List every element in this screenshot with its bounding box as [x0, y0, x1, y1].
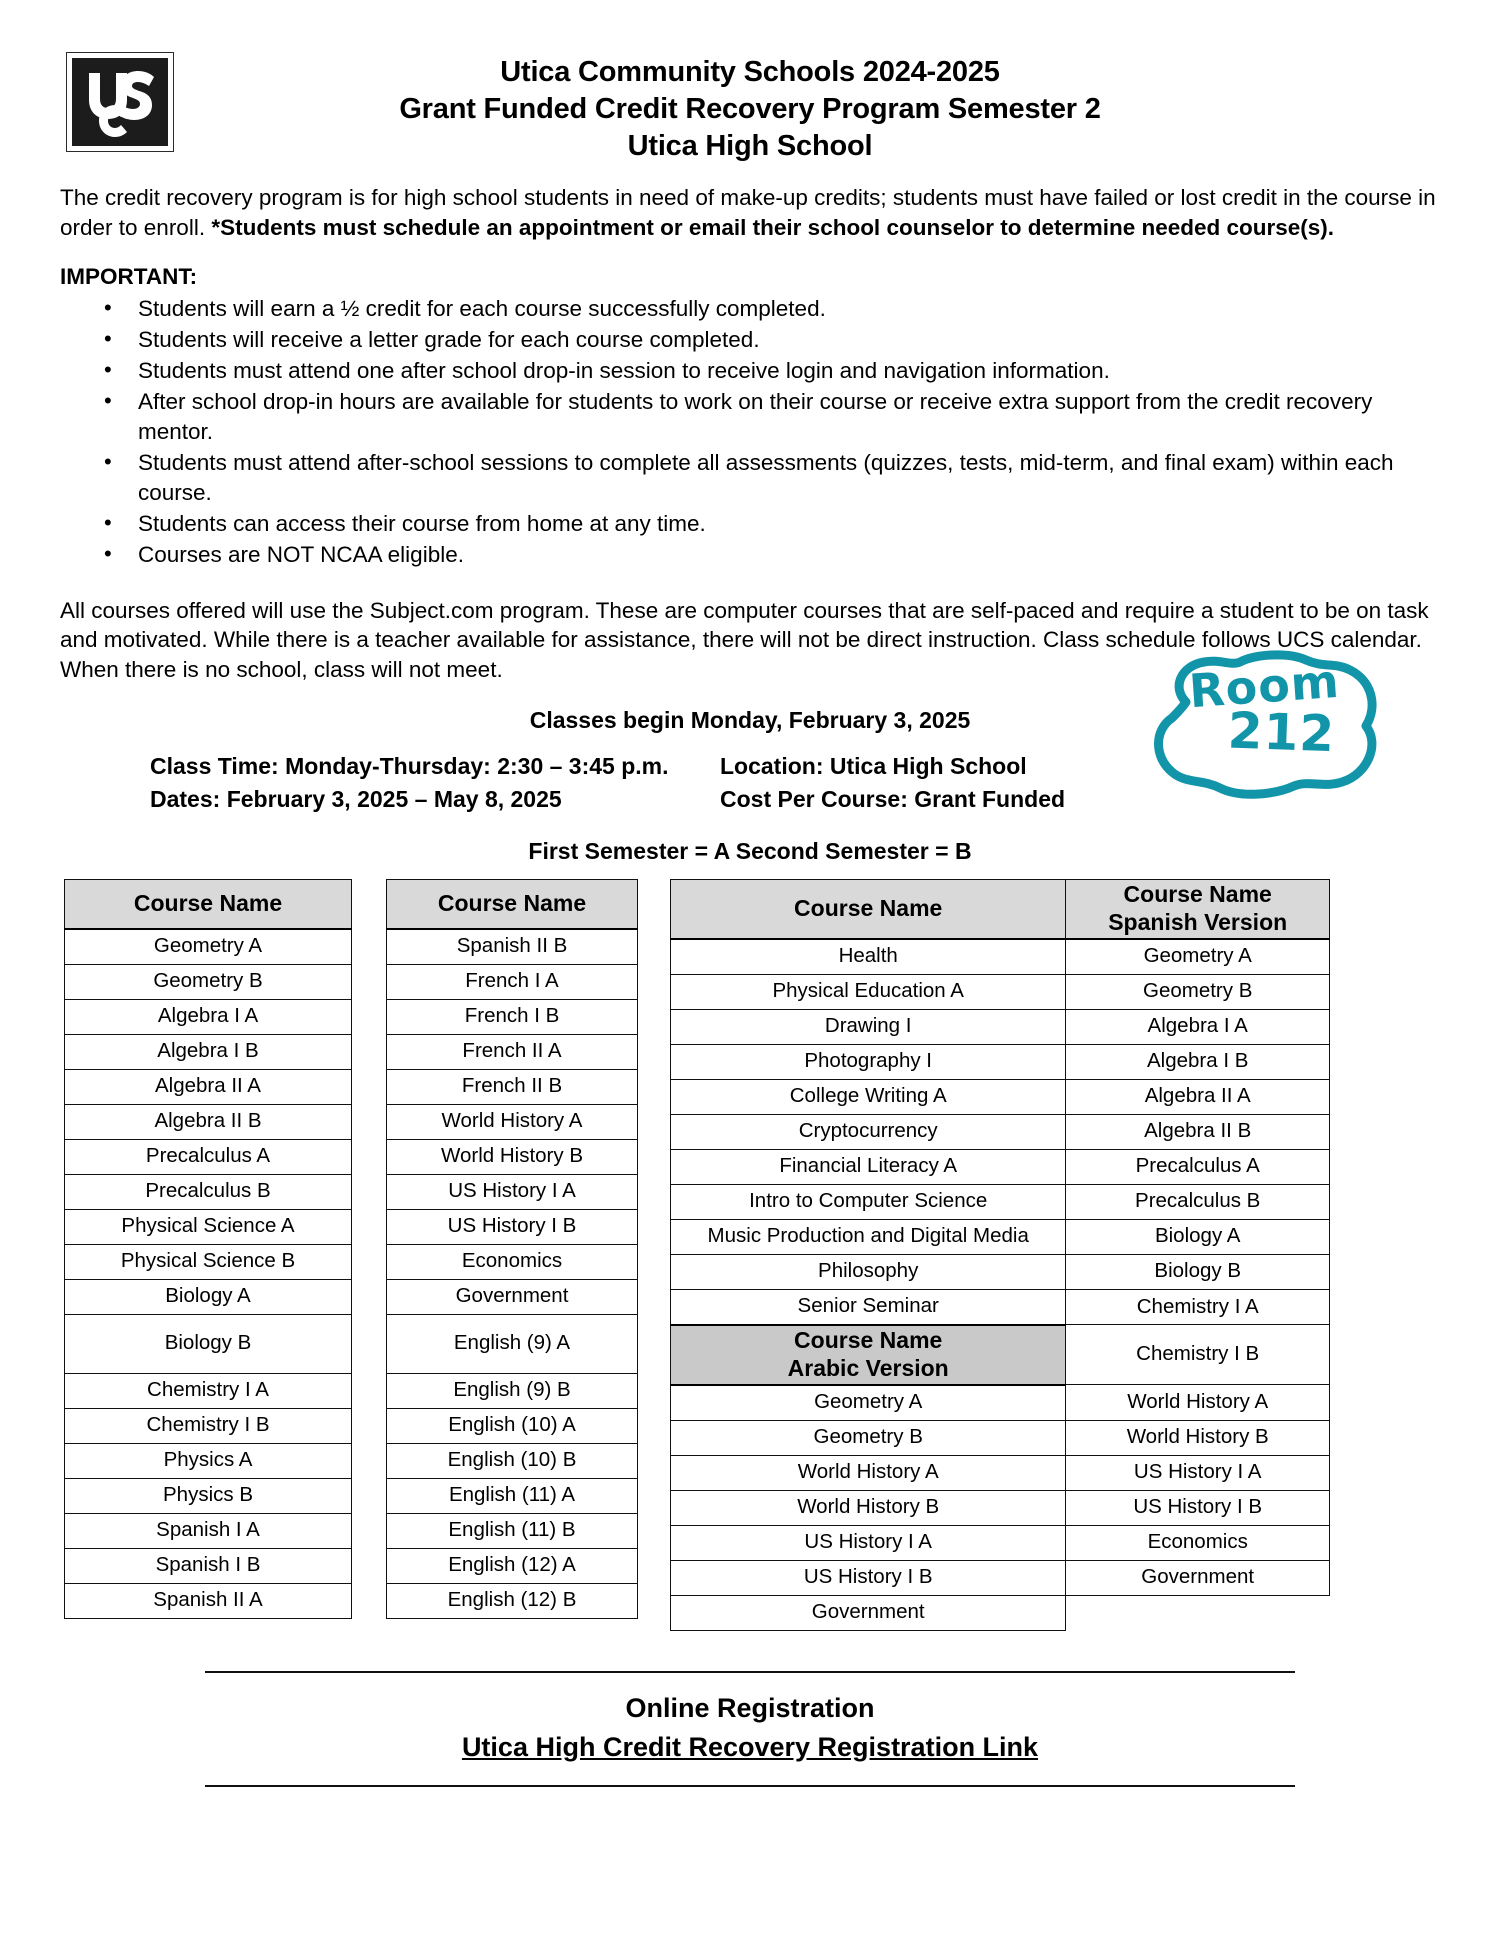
table-row	[671, 1595, 1330, 1630]
table-row	[387, 1408, 638, 1443]
title-block	[60, 40, 1440, 165]
table-row	[387, 1139, 638, 1174]
list-item: • Students must attend after-school sessions to complete all assessments (quizzes, tests, mid-term, and final exam) within each course.	[138, 448, 1440, 508]
table-row	[671, 1079, 1330, 1114]
course-cell: French II A	[387, 1034, 638, 1069]
empty-cell	[1066, 1595, 1330, 1630]
table-row	[387, 1443, 638, 1478]
table-row	[671, 1289, 1330, 1325]
table-row	[65, 1104, 352, 1139]
title-line-3: Utica High School	[627, 130, 873, 163]
course-cell: English (9) B	[387, 1373, 638, 1408]
course-cell: English (10) B	[387, 1443, 638, 1478]
list-item: • Students must attend one after school drop-in session to receive login and navigation information.	[138, 356, 1440, 386]
course-cell-spanish: Geometry B	[1066, 974, 1330, 1009]
course-cell: Physics A	[65, 1443, 352, 1478]
table-row	[65, 1373, 352, 1408]
subheader-line-2: Arabic Version	[787, 1354, 949, 1381]
table-row	[387, 1104, 638, 1139]
course-cell-spanish: Geometry A	[1066, 939, 1330, 975]
course-cell-spanish: Biology B	[1066, 1254, 1330, 1289]
course-cell-spanish: Chemistry I B	[1066, 1325, 1330, 1385]
table-row	[671, 1420, 1330, 1455]
course-cell: Physics B	[65, 1478, 352, 1513]
subheader-line-1: Course Name	[794, 1327, 943, 1354]
registration-footer	[60, 1671, 1440, 1787]
course-cell: English (12) A	[387, 1548, 638, 1583]
table-row	[671, 1325, 1330, 1385]
course-cell: World History A	[387, 1104, 638, 1139]
title-line-1: Utica Community Schools 2024-2025	[500, 56, 1000, 88]
table-row	[387, 1069, 638, 1104]
table-row	[387, 1279, 638, 1314]
table-row	[65, 1139, 352, 1174]
table-row	[387, 1034, 638, 1069]
course-cell: Physical Science B	[65, 1244, 352, 1279]
important-label: IMPORTANT:	[60, 264, 198, 290]
course-table-2	[386, 879, 638, 1619]
intro-plain-text: The credit recovery program is for high school students in need of make-up credits; students must have failed or lost credit in the course in order to enroll.	[60, 185, 1436, 240]
course-cell: Health	[671, 939, 1066, 975]
table-row	[387, 964, 638, 999]
course-cell-spanish: Algebra I B	[1066, 1044, 1330, 1079]
course-cell-arabic: Government	[671, 1595, 1066, 1630]
course-cell-spanish: Chemistry I A	[1066, 1289, 1330, 1325]
course-cell: French I B	[387, 999, 638, 1034]
course-cell-spanish: World History A	[1066, 1385, 1330, 1421]
table-row	[671, 1455, 1330, 1490]
course-cell-arabic: US History I B	[671, 1560, 1066, 1595]
table-row	[671, 1525, 1330, 1560]
course-cell-arabic: Geometry B	[671, 1420, 1066, 1455]
course-cell: Geometry B	[65, 964, 352, 999]
table-row	[65, 1548, 352, 1583]
table-row	[671, 1044, 1330, 1079]
course-cell: Spanish II B	[387, 929, 638, 965]
schedule-left-column	[60, 750, 720, 815]
course-cell: English (12) B	[387, 1583, 638, 1618]
course-cell: Spanish II A	[65, 1583, 352, 1618]
list-item: • After school drop-in hours are available for students to work on their course or receive extra support from the credit recovery mentor.	[138, 387, 1440, 447]
classes-begin-line: Classes begin Monday, February 3, 2025	[529, 707, 971, 734]
course-cell-spanish: Algebra II A	[1066, 1079, 1330, 1114]
table-row	[65, 1443, 352, 1478]
header-line-1: Course Name	[1123, 881, 1272, 908]
table-row	[671, 1254, 1330, 1289]
table-row	[65, 1069, 352, 1104]
table-row	[387, 1314, 638, 1373]
table-row	[671, 1009, 1330, 1044]
course-cell: Algebra I A	[65, 999, 352, 1034]
course-cell: Biology B	[65, 1314, 352, 1373]
course-tables	[60, 879, 1440, 1631]
table-row	[387, 929, 638, 965]
course-cell: Chemistry I B	[65, 1408, 352, 1443]
table-row	[387, 1478, 638, 1513]
course-cell: Philosophy	[671, 1254, 1066, 1289]
course-cell-spanish: Government	[1066, 1560, 1330, 1595]
list-item: • Students can access their course from home at any time.	[138, 509, 1440, 539]
table-header-spanish-version	[1066, 879, 1330, 939]
cost-line: Cost Per Course: Grant Funded	[720, 785, 1066, 812]
schedule-right-column	[720, 750, 1440, 815]
table-row	[65, 1583, 352, 1618]
dates-line: Dates: February 3, 2025 – May 8, 2025	[150, 785, 562, 812]
course-cell-spanish: World History B	[1066, 1420, 1330, 1455]
table-row	[65, 1034, 352, 1069]
table-row	[65, 1478, 352, 1513]
list-item: • Courses are NOT NCAA eligible.	[138, 540, 1440, 570]
registration-link[interactable]: Utica High Credit Recovery Registration Link	[461, 1731, 1039, 1762]
table-row	[387, 1513, 638, 1548]
online-registration-title: Online Registration	[625, 1692, 875, 1723]
room-annotation-line-1: Room	[1187, 653, 1342, 719]
course-cell-arabic: World History A	[671, 1455, 1066, 1490]
course-table-3-4-wrapper	[670, 879, 1330, 1631]
table-row	[65, 1408, 352, 1443]
course-cell-spanish: Economics	[1066, 1525, 1330, 1560]
list-item: • Students will receive a letter grade for each course completed.	[138, 325, 1440, 355]
table-row	[387, 1244, 638, 1279]
course-cell: Cryptocurrency	[671, 1114, 1066, 1149]
course-cell-spanish: Biology A	[1066, 1219, 1330, 1254]
table-row	[671, 1114, 1330, 1149]
course-cell: Economics	[387, 1244, 638, 1279]
intro-paragraph	[60, 183, 1440, 242]
table-row	[65, 1174, 352, 1209]
course-cell-spanish: Precalculus B	[1066, 1184, 1330, 1219]
course-cell: Photography I	[671, 1044, 1066, 1079]
course-cell-arabic: Geometry A	[671, 1385, 1066, 1421]
course-table-1-wrapper	[64, 879, 352, 1619]
document-header	[60, 40, 1440, 165]
course-table-2-wrapper	[386, 879, 638, 1619]
table-subheader-arabic-version	[671, 1325, 1066, 1385]
table-header-course-name: Course Name	[65, 879, 352, 929]
course-cell: French II B	[387, 1069, 638, 1104]
intro-bold-text: *Students must schedule an appointment or email their school counselor to determine needed course(s).	[211, 214, 1335, 240]
course-cell: Algebra II A	[65, 1069, 352, 1104]
course-cell: Drawing I	[671, 1009, 1066, 1044]
course-cell: Music Production and Digital Media	[671, 1219, 1066, 1254]
course-cell: Spanish I A	[65, 1513, 352, 1548]
table-row	[65, 964, 352, 999]
course-cell: US History I A	[387, 1174, 638, 1209]
table-row	[387, 1548, 638, 1583]
course-table-1	[64, 879, 352, 1619]
course-cell: Government	[387, 1279, 638, 1314]
course-cell-spanish: US History I A	[1066, 1455, 1330, 1490]
course-cell: US History I B	[387, 1209, 638, 1244]
table-row	[671, 1560, 1330, 1595]
course-table-3-4	[670, 879, 1330, 1631]
course-cell: Algebra I B	[65, 1034, 352, 1069]
title-line-2: Grant Funded Credit Recovery Program Semester 2	[399, 93, 1101, 126]
table-row	[671, 1219, 1330, 1254]
table-row	[671, 1149, 1330, 1184]
room-annotation-line-2: 212	[1226, 701, 1337, 764]
footer-bottom-divider	[205, 1785, 1295, 1787]
course-cell: Physical Science A	[65, 1209, 352, 1244]
course-cell: Biology A	[65, 1279, 352, 1314]
course-cell: Spanish I B	[65, 1548, 352, 1583]
course-cell: English (10) A	[387, 1408, 638, 1443]
table-row	[65, 1244, 352, 1279]
course-cell: Geometry A	[65, 929, 352, 965]
table-row	[65, 1314, 352, 1373]
ucs-logo	[66, 52, 174, 152]
ucs-logo-mark	[70, 56, 170, 148]
schedule-details	[60, 750, 1440, 815]
table-row	[671, 1385, 1330, 1421]
table-row	[387, 1209, 638, 1244]
course-cell-spanish: Precalculus A	[1066, 1149, 1330, 1184]
course-cell: Senior Seminar	[671, 1289, 1066, 1325]
course-cell: World History B	[387, 1139, 638, 1174]
semester-key-line: First Semester = A Second Semester = B	[528, 837, 972, 864]
course-cell: English (9) A	[387, 1314, 638, 1373]
course-cell: Physical Education A	[671, 974, 1066, 1009]
course-cell-arabic: US History I A	[671, 1525, 1066, 1560]
table-row	[65, 1209, 352, 1244]
course-cell-spanish: US History I B	[1066, 1490, 1330, 1525]
course-cell: English (11) A	[387, 1478, 638, 1513]
table-row	[65, 999, 352, 1034]
course-cell: Algebra II B	[65, 1104, 352, 1139]
table-row	[387, 1373, 638, 1408]
table-row	[65, 1279, 352, 1314]
table-header-course-name: Course Name	[671, 879, 1066, 939]
important-bullet-list	[60, 294, 1440, 569]
table-row	[65, 1513, 352, 1548]
table-row	[387, 1174, 638, 1209]
course-cell-arabic: World History B	[671, 1490, 1066, 1525]
course-cell: College Writing A	[671, 1079, 1066, 1114]
course-cell: English (11) B	[387, 1513, 638, 1548]
location-line: Location: Utica High School	[720, 753, 1027, 780]
course-cell: Chemistry I A	[65, 1373, 352, 1408]
table-row	[671, 1184, 1330, 1219]
course-cell-spanish: Algebra II B	[1066, 1114, 1330, 1149]
table-header-course-name: Course Name	[387, 879, 638, 929]
course-cell: Financial Literacy A	[671, 1149, 1066, 1184]
course-cell: French I A	[387, 964, 638, 999]
header-line-2: Spanish Version	[1108, 908, 1288, 935]
course-cell: Precalculus B	[65, 1174, 352, 1209]
table-row	[671, 974, 1330, 1009]
course-cell: Precalculus A	[65, 1139, 352, 1174]
table-row	[65, 929, 352, 965]
course-cell-spanish: Algebra I A	[1066, 1009, 1330, 1044]
table-row	[671, 939, 1330, 975]
registration-block	[68, 1673, 1432, 1785]
table-row	[671, 1490, 1330, 1525]
program-paragraph: All courses offered will use the Subject.com program. These are computer courses that are self-paced and require a student to be on task and motivated. While there is a teacher available for assistance, there will not be direct instruction. Class schedule follows UCS calendar. When there is no school, class will not meet.	[60, 597, 1429, 682]
course-cell: Intro to Computer Science	[671, 1184, 1066, 1219]
table-row	[387, 999, 638, 1034]
class-time-line: Class Time: Monday-Thursday: 2:30 – 3:45 p.m.	[150, 753, 669, 780]
table-row	[387, 1583, 638, 1618]
list-item: • Students will earn a ½ credit for each course successfully completed.	[138, 294, 1440, 324]
